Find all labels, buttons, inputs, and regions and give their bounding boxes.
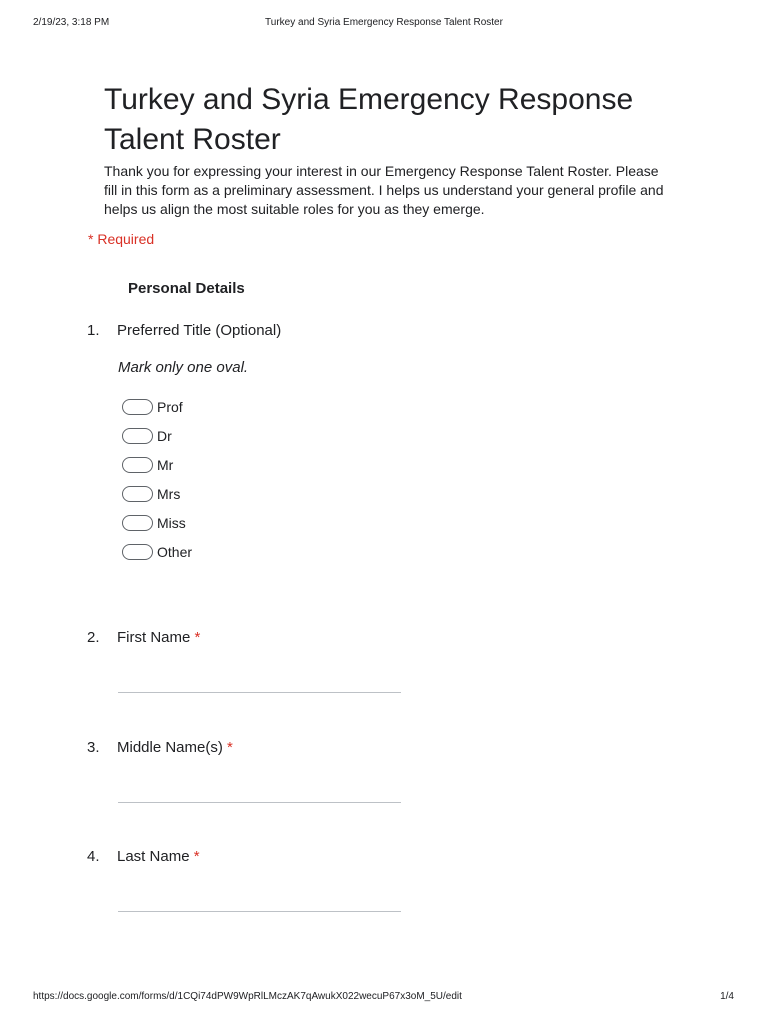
- option-label: Dr: [157, 428, 172, 444]
- question-number: 1.: [87, 322, 100, 339]
- option-label: Miss: [157, 515, 186, 531]
- question-label: [117, 848, 200, 865]
- radio-oval[interactable]: [122, 544, 153, 560]
- question-instruction: Mark only one oval.: [118, 359, 249, 376]
- section-title: Personal Details: [128, 280, 245, 297]
- required-star: *: [193, 848, 200, 865]
- question-number: 3.: [87, 739, 100, 756]
- radio-oval[interactable]: [122, 515, 153, 531]
- radio-oval[interactable]: [122, 486, 153, 502]
- question-label: Preferred Title (Optional): [117, 322, 282, 339]
- first-name-field[interactable]: [118, 692, 401, 693]
- print-url: https://docs.google.com/forms/d/1CQi74dPW9WpRlLMczAK7qAwukX022wecuP67x3oM_5U/edit: [33, 991, 462, 1002]
- required-star: *: [227, 739, 233, 756]
- question-label: [117, 739, 233, 756]
- form-title: Turkey and Syria Emergency Response Talent Roster: [104, 83, 634, 156]
- option-label: Other: [157, 544, 193, 560]
- print-header: [0, 17, 768, 31]
- option-label: Prof: [157, 399, 183, 415]
- print-footer: [0, 991, 768, 1005]
- question-label-text: Last Name: [117, 848, 190, 865]
- print-datetime: 2/19/23, 3:18 PM: [33, 17, 110, 28]
- question-label: [117, 629, 200, 646]
- question-label-text: Middle Name(s): [117, 739, 223, 756]
- radio-oval[interactable]: [122, 428, 153, 444]
- required-star: *: [194, 629, 201, 646]
- last-name-field[interactable]: [118, 911, 401, 912]
- form-description: Thank you for expressing your interest in our Emergency Response Talent Roster. Please fill in this form as a preliminary assessment. I helps us understand your general profile and helps us align the most suitable roles for you as they emerge.: [104, 163, 664, 217]
- print-header-title: Turkey and Syria Emergency Response Talent Roster: [265, 17, 503, 28]
- option-label: Mr: [157, 457, 174, 473]
- middle-names-field[interactable]: [118, 802, 401, 803]
- radio-oval[interactable]: [122, 457, 153, 473]
- question-label-text: First Name: [117, 629, 191, 646]
- question-number: 2.: [87, 629, 100, 646]
- required-note: * Required: [88, 231, 155, 247]
- option-label: Mrs: [157, 486, 181, 502]
- question-number: 4.: [87, 848, 100, 865]
- radio-oval[interactable]: [122, 399, 153, 415]
- page-number: 1/4: [720, 991, 734, 1002]
